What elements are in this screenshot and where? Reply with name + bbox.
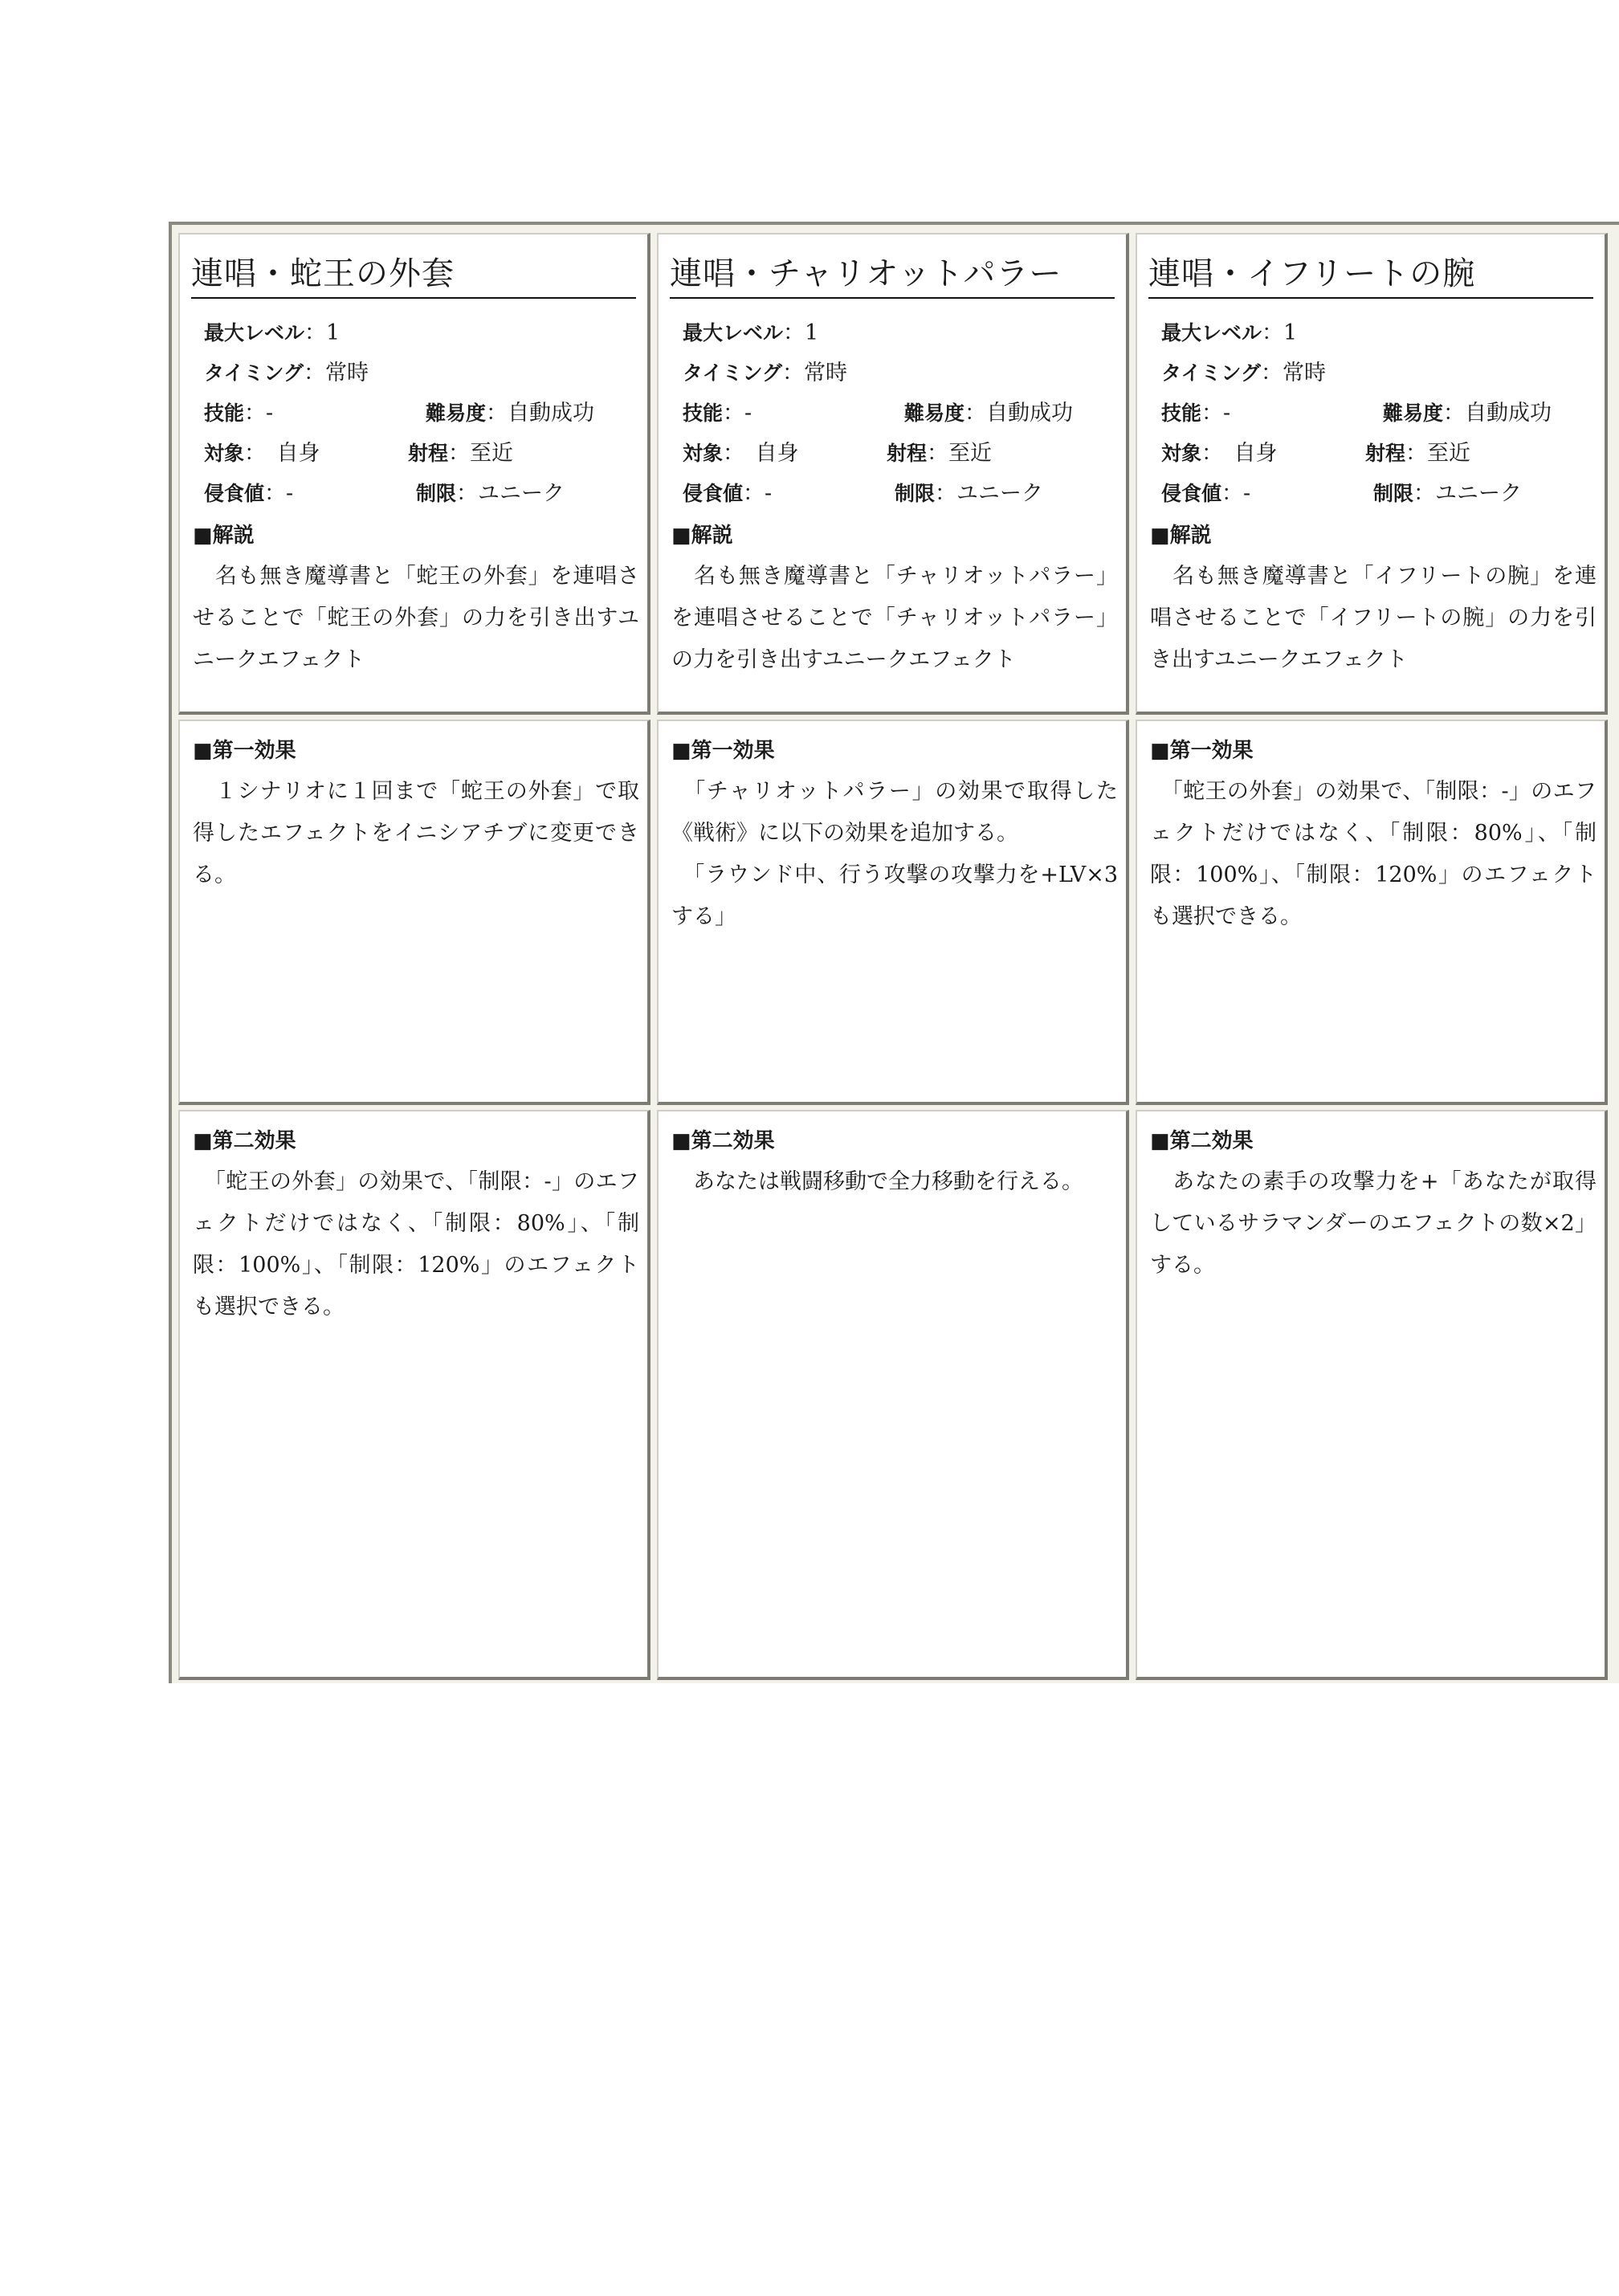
limit-field <box>416 474 565 514</box>
label-range: 射程 <box>1365 442 1406 465</box>
label-erosion: 侵食値 <box>204 482 265 505</box>
label-timing: タイミング <box>204 361 304 385</box>
range-field <box>887 434 992 474</box>
stat-line-erosion <box>204 474 647 514</box>
second-effect-heading: ■第二効果 <box>1150 1129 1254 1153</box>
label-erosion: 侵食値 <box>683 482 744 505</box>
label-difficulty: 難易度 <box>1383 402 1444 425</box>
first-effect-cell <box>1136 720 1608 1105</box>
card-stats <box>659 313 1126 514</box>
value-erosion: ：- <box>264 481 294 506</box>
label-limit: 制限 <box>895 482 936 505</box>
label-difficulty: 難易度 <box>904 402 965 425</box>
description-text <box>659 556 1126 681</box>
first-effect-paragraph: １シナリオに１回まで「蛇王の外套」で取得したエフェクトをイニシアチブに変更できる。 <box>193 779 639 887</box>
card-header-cell <box>178 233 650 715</box>
second-effect-cell <box>1136 1110 1608 1680</box>
value-difficulty: ：自動成功 <box>486 401 595 426</box>
second-effect-paragraph: あなたの素手の攻撃力を+「あなたが取得しているサラマンダーのエフェクトの数×2」する。 <box>1150 1169 1597 1278</box>
description-text <box>180 556 647 681</box>
description-body: 名も無き魔導書と「チャリオットパラー」を連唱させることで「チャリオットパラー」の力を引き出すユニークエフェクト <box>671 564 1119 672</box>
description-heading: ■解説 <box>1150 524 1212 548</box>
value-max-level: ：1 <box>304 320 341 345</box>
value-target: ： 自身 <box>1201 441 1278 466</box>
second-effect-cell <box>178 1110 650 1680</box>
value-skill: ：- <box>723 401 752 426</box>
card-title: 連唱・イフリートの腕 <box>1148 251 1593 299</box>
second-effect-heading: ■第二効果 <box>671 1129 775 1153</box>
second-effect-cell <box>657 1110 1129 1680</box>
first-effect-text <box>659 771 1126 938</box>
value-timing: ：常時 <box>782 361 848 385</box>
stat-line-target <box>1161 434 1605 474</box>
card-title: 連唱・チャリオットパラー <box>670 251 1115 299</box>
label-skill: 技能 <box>1161 402 1202 425</box>
value-limit: ：ユニーク <box>935 481 1044 506</box>
label-limit: 制限 <box>1373 482 1414 505</box>
value-skill: ：- <box>1201 401 1231 426</box>
second-effect-paragraph: あなたは戦闘移動で全力移動を行える。 <box>693 1169 1083 1194</box>
label-max-level: 最大レベル <box>1161 321 1262 345</box>
stat-line-timing <box>1161 353 1605 394</box>
difficulty-field <box>1383 394 1552 434</box>
description-heading: ■解説 <box>193 524 255 548</box>
value-max-level: ：1 <box>783 320 819 345</box>
value-timing: ：常時 <box>1261 361 1327 385</box>
first-effect-paragraph: 「蛇王の外套」の効果で、「制限：-」のエフェクトだけではなく、「制限：80%」、「制限：100%」、「制限：120%」のエフェクトも選択できる。 <box>1150 779 1597 929</box>
second-effect-text <box>180 1161 647 1328</box>
value-erosion: ：- <box>1221 481 1251 506</box>
value-range: ：至近 <box>448 441 514 466</box>
label-target: 対象 <box>683 442 724 465</box>
stat-line-erosion <box>683 474 1126 514</box>
label-max-level: 最大レベル <box>683 321 784 345</box>
first-effect-text <box>180 771 647 896</box>
description-text <box>1137 556 1605 681</box>
stat-line-erosion <box>1161 474 1605 514</box>
description-body: 名も無き魔導書と「蛇王の外套」を連唱させることで「蛇王の外套」の力を引き出すユニークエフェクト <box>193 564 640 672</box>
second-effect-text <box>1137 1161 1605 1287</box>
effect-card-table <box>169 222 1619 1683</box>
value-erosion: ：- <box>743 481 773 506</box>
label-max-level: 最大レベル <box>204 321 305 345</box>
difficulty-field <box>904 394 1073 434</box>
description-body: 名も無き魔導書と「イフリートの腕」を連唱させることで「イフリートの腕」の力を引き出すユニークエフェクト <box>1150 564 1597 672</box>
first-effect-paragraph: 「チャリオットパラー」の効果で取得した《戦術》に以下の効果を追加する。 <box>671 779 1118 846</box>
first-effect-heading: ■第一効果 <box>193 739 296 763</box>
label-target: 対象 <box>1161 442 1202 465</box>
first-effect-cell <box>178 720 650 1105</box>
value-max-level: ：1 <box>1262 320 1298 345</box>
value-difficulty: ：自動成功 <box>964 401 1074 426</box>
first-effect-paragraph: 「ラウンド中、行う攻撃の攻撃力を+LV×3する」 <box>671 863 1119 929</box>
difficulty-field <box>426 394 594 434</box>
second-effect-heading: ■第二効果 <box>193 1129 296 1153</box>
label-timing: タイミング <box>1161 361 1262 385</box>
description-heading: ■解説 <box>671 524 733 548</box>
stat-line-timing <box>683 353 1126 394</box>
stat-line-target <box>683 434 1126 474</box>
label-range: 射程 <box>408 442 449 465</box>
stat-line-skill <box>683 394 1126 434</box>
stat-line-level <box>683 313 1126 353</box>
value-timing: ：常時 <box>304 361 369 385</box>
card-title: 連唱・蛇王の外套 <box>191 251 636 299</box>
first-effect-heading: ■第一効果 <box>671 739 775 763</box>
value-target: ： 自身 <box>723 441 799 466</box>
label-range: 射程 <box>887 442 928 465</box>
stat-line-timing <box>204 353 647 394</box>
value-target: ： 自身 <box>244 441 320 466</box>
range-field <box>408 434 513 474</box>
card-header-cell <box>657 233 1129 715</box>
label-erosion: 侵食値 <box>1161 482 1222 505</box>
value-limit: ：ユニーク <box>456 481 565 506</box>
stat-line-skill <box>1161 394 1605 434</box>
second-effect-paragraph: 「蛇王の外套」の効果で、「制限：-」のエフェクトだけではなく、「制限：80%」、「制限：100%」、「制限：120%」のエフェクトも選択できる。 <box>193 1169 639 1319</box>
value-limit: ：ユニーク <box>1413 481 1523 506</box>
label-skill: 技能 <box>204 402 245 425</box>
first-effect-cell <box>657 720 1129 1105</box>
limit-field <box>895 474 1043 514</box>
stat-line-level <box>1161 313 1605 353</box>
limit-field <box>1373 474 1522 514</box>
value-skill: ：- <box>244 401 274 426</box>
value-range: ：至近 <box>1405 441 1471 466</box>
stat-line-level <box>204 313 647 353</box>
card-stats <box>1137 313 1605 514</box>
label-difficulty: 難易度 <box>426 402 487 425</box>
label-target: 対象 <box>204 442 245 465</box>
card-stats <box>180 313 647 514</box>
first-effect-text <box>1137 771 1605 938</box>
label-limit: 制限 <box>416 482 457 505</box>
second-effect-text <box>659 1161 1126 1203</box>
value-difficulty: ：自動成功 <box>1443 401 1552 426</box>
value-range: ：至近 <box>927 441 993 466</box>
card-header-cell <box>1136 233 1608 715</box>
range-field <box>1365 434 1470 474</box>
stat-line-skill <box>204 394 647 434</box>
label-skill: 技能 <box>683 402 724 425</box>
stat-line-target <box>204 434 647 474</box>
label-timing: タイミング <box>683 361 783 385</box>
first-effect-heading: ■第一効果 <box>1150 739 1254 763</box>
